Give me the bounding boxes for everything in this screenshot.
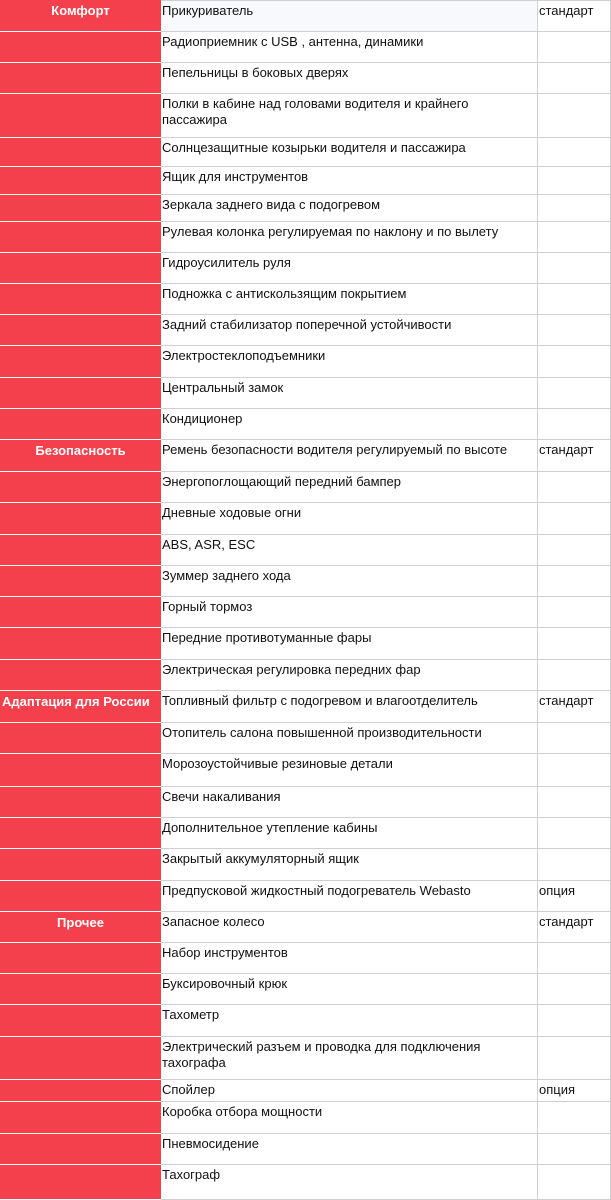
feature-cell bbox=[161, 222, 538, 253]
feature-label: Набор инструментов bbox=[162, 945, 288, 960]
table-row bbox=[0, 566, 611, 597]
category-cell bbox=[0, 63, 161, 94]
feature-label: Предпусковой жидкостный подогреватель Webasto bbox=[162, 883, 471, 898]
value-cell bbox=[538, 943, 611, 974]
feature-cell bbox=[161, 138, 538, 167]
table-row bbox=[0, 660, 611, 691]
value-cell bbox=[538, 222, 611, 253]
table-row bbox=[0, 818, 611, 849]
category-cell bbox=[0, 94, 161, 138]
table-row bbox=[0, 32, 611, 63]
value-cell bbox=[538, 32, 611, 63]
table-row bbox=[0, 346, 611, 378]
value-label: стандарт bbox=[539, 914, 594, 929]
feature-cell bbox=[161, 849, 538, 881]
category-cell bbox=[0, 409, 161, 440]
feature-label: Топливный фильтр с подогревом и влагоотделитель bbox=[162, 693, 478, 708]
feature-label: Ремень безопасности водителя регулируемый по высоте bbox=[162, 442, 508, 457]
feature-label: Коробка отбора мощности bbox=[162, 1104, 323, 1119]
value-label: опция bbox=[539, 883, 576, 898]
value-cell bbox=[538, 597, 611, 628]
category-cell bbox=[0, 222, 161, 253]
feature-cell bbox=[161, 691, 538, 723]
feature-label: Буксировочный крюк bbox=[162, 976, 288, 991]
table-row bbox=[0, 94, 611, 138]
table-row bbox=[0, 503, 611, 535]
category-label: Безопасность bbox=[35, 443, 126, 458]
feature-cell bbox=[161, 1005, 538, 1037]
category-cell bbox=[0, 974, 161, 1005]
category-cell bbox=[0, 32, 161, 63]
feature-label: Гидроусилитель руля bbox=[162, 255, 291, 270]
feature-cell bbox=[161, 440, 538, 472]
feature-cell bbox=[161, 566, 538, 597]
feature-label: Передние противотуманные фары bbox=[162, 630, 372, 645]
feature-cell bbox=[161, 628, 538, 660]
category-cell bbox=[0, 787, 161, 818]
feature-label: Зеркала заднего вида с подогревом bbox=[162, 197, 381, 212]
feature-label: Свечи накаливания bbox=[162, 789, 281, 804]
feature-label: Запасное колесо bbox=[162, 914, 265, 929]
category-cell bbox=[0, 691, 161, 723]
feature-label: Тахограф bbox=[162, 1167, 221, 1182]
value-cell bbox=[538, 912, 611, 943]
table-row bbox=[0, 167, 611, 195]
category-cell bbox=[0, 943, 161, 974]
value-cell bbox=[538, 566, 611, 597]
feature-label: Морозоустойчивые резиновые детали bbox=[162, 756, 393, 771]
category-cell bbox=[0, 503, 161, 535]
category-cell bbox=[0, 1005, 161, 1037]
category-cell bbox=[0, 315, 161, 346]
value-label: стандарт bbox=[539, 3, 594, 18]
value-cell bbox=[538, 849, 611, 881]
feature-label: Рулевая колонка регулируемая по наклону и по вылету bbox=[162, 224, 499, 239]
value-label: опция bbox=[539, 1082, 576, 1097]
feature-cell bbox=[161, 32, 538, 63]
category-cell bbox=[0, 472, 161, 503]
table-row bbox=[0, 409, 611, 440]
value-cell bbox=[538, 503, 611, 535]
value-cell bbox=[538, 628, 611, 660]
feature-label: Радиоприемник с USB , антенна, динамики bbox=[162, 34, 424, 49]
feature-label: Энергопоглощающий передний бампер bbox=[162, 474, 402, 489]
table-row bbox=[0, 754, 611, 787]
feature-cell bbox=[161, 723, 538, 754]
table-row bbox=[0, 253, 611, 284]
value-cell bbox=[538, 63, 611, 94]
value-cell bbox=[538, 253, 611, 284]
feature-label: Электростеклоподъемники bbox=[162, 348, 326, 363]
feature-label: Горный тормоз bbox=[162, 599, 253, 614]
category-cell bbox=[0, 849, 161, 881]
feature-label: Задний стабилизатор поперечной устойчивости bbox=[162, 317, 452, 332]
feature-cell bbox=[161, 315, 538, 346]
value-cell bbox=[538, 754, 611, 787]
category-cell bbox=[0, 535, 161, 566]
feature-cell bbox=[161, 0, 538, 32]
table-row bbox=[0, 378, 611, 409]
feature-cell bbox=[161, 597, 538, 628]
feature-label: ABS, ASR, ESC bbox=[162, 537, 256, 552]
feature-label: Закрытый аккумуляторный ящик bbox=[162, 851, 359, 866]
category-cell bbox=[0, 0, 161, 32]
table-row bbox=[0, 974, 611, 1005]
value-cell bbox=[538, 1080, 611, 1102]
value-cell bbox=[538, 315, 611, 346]
category-cell bbox=[0, 754, 161, 787]
value-cell bbox=[538, 472, 611, 503]
feature-label: Центральный замок bbox=[162, 380, 284, 395]
table-row bbox=[0, 628, 611, 660]
value-cell bbox=[538, 974, 611, 1005]
table-row bbox=[0, 472, 611, 503]
feature-cell bbox=[161, 284, 538, 315]
feature-cell bbox=[161, 660, 538, 691]
feature-cell bbox=[161, 943, 538, 974]
category-cell bbox=[0, 1080, 161, 1102]
category-cell bbox=[0, 723, 161, 754]
category-cell bbox=[0, 440, 161, 472]
feature-cell bbox=[161, 912, 538, 943]
table-row bbox=[0, 597, 611, 628]
table-row bbox=[0, 315, 611, 346]
table-row bbox=[0, 0, 611, 32]
feature-cell bbox=[161, 63, 538, 94]
feature-label: Пепельницы в боковых дверях bbox=[162, 65, 349, 80]
category-cell bbox=[0, 1102, 161, 1134]
category-cell bbox=[0, 253, 161, 284]
value-label: стандарт bbox=[539, 693, 594, 708]
value-cell bbox=[538, 1134, 611, 1165]
feature-label: Подножка с антискользящим покрытием bbox=[162, 286, 407, 301]
feature-cell bbox=[161, 754, 538, 787]
feature-cell bbox=[161, 94, 538, 138]
table-row bbox=[0, 787, 611, 818]
value-cell bbox=[538, 818, 611, 849]
feature-label: Кондиционер bbox=[162, 411, 243, 426]
category-label: Комфорт bbox=[51, 3, 110, 18]
feature-label: Электрическая регулировка передних фар bbox=[162, 662, 421, 677]
feature-cell bbox=[161, 253, 538, 284]
feature-cell bbox=[161, 1102, 538, 1134]
value-cell bbox=[538, 138, 611, 167]
feature-label: Электрический разъем и проводка для подключения тахографа bbox=[162, 1039, 481, 1070]
value-cell bbox=[538, 1165, 611, 1200]
category-cell bbox=[0, 912, 161, 943]
table-row bbox=[0, 849, 611, 881]
feature-label: Полки в кабине над головами водителя и крайнего пассажира bbox=[162, 96, 469, 127]
feature-cell bbox=[161, 346, 538, 378]
feature-label: Спойлер bbox=[162, 1082, 215, 1097]
table-row bbox=[0, 1080, 611, 1102]
feature-cell bbox=[161, 1080, 538, 1102]
table-row bbox=[0, 912, 611, 943]
value-cell bbox=[538, 723, 611, 754]
category-cell bbox=[0, 346, 161, 378]
category-cell bbox=[0, 284, 161, 315]
feature-cell bbox=[161, 974, 538, 1005]
feature-label: Ящик для инструментов bbox=[162, 169, 309, 184]
table-row bbox=[0, 1165, 611, 1200]
feature-cell bbox=[161, 1165, 538, 1200]
feature-label: Дневные ходовые огни bbox=[162, 505, 302, 520]
value-cell bbox=[538, 787, 611, 818]
value-cell bbox=[538, 284, 611, 315]
feature-cell bbox=[161, 787, 538, 818]
feature-cell bbox=[161, 167, 538, 195]
feature-label: Отопитель салона повышенной производительности bbox=[162, 725, 482, 740]
table-row bbox=[0, 195, 611, 222]
feature-cell bbox=[161, 1037, 538, 1080]
table-row bbox=[0, 284, 611, 315]
table-row bbox=[0, 881, 611, 912]
category-cell bbox=[0, 566, 161, 597]
value-cell bbox=[538, 691, 611, 723]
table-row bbox=[0, 691, 611, 723]
category-cell bbox=[0, 138, 161, 167]
value-cell bbox=[538, 440, 611, 472]
feature-label: Тахометр bbox=[162, 1007, 220, 1022]
category-cell bbox=[0, 597, 161, 628]
value-cell bbox=[538, 94, 611, 138]
table-row bbox=[0, 1134, 611, 1165]
table-row bbox=[0, 1102, 611, 1134]
category-cell bbox=[0, 1134, 161, 1165]
value-cell bbox=[538, 0, 611, 32]
table-row bbox=[0, 63, 611, 94]
value-cell bbox=[538, 535, 611, 566]
table-row bbox=[0, 440, 611, 472]
category-cell bbox=[0, 1165, 161, 1200]
table-row bbox=[0, 943, 611, 974]
category-label: Адаптация для России bbox=[2, 694, 150, 709]
category-label: Прочее bbox=[57, 915, 104, 930]
feature-label: Зуммер заднего хода bbox=[162, 568, 291, 583]
feature-cell bbox=[161, 818, 538, 849]
feature-cell bbox=[161, 409, 538, 440]
category-cell bbox=[0, 660, 161, 691]
feature-cell bbox=[161, 1134, 538, 1165]
table-row bbox=[0, 1005, 611, 1037]
feature-cell bbox=[161, 535, 538, 566]
value-cell bbox=[538, 881, 611, 912]
value-cell bbox=[538, 378, 611, 409]
table-row bbox=[0, 723, 611, 754]
feature-label: Прикуриватель bbox=[162, 3, 254, 18]
feature-label: Пневмосидение bbox=[162, 1136, 259, 1151]
category-cell bbox=[0, 818, 161, 849]
feature-cell bbox=[161, 881, 538, 912]
category-cell bbox=[0, 378, 161, 409]
feature-cell bbox=[161, 195, 538, 222]
value-cell bbox=[538, 195, 611, 222]
value-cell bbox=[538, 1037, 611, 1080]
feature-cell bbox=[161, 503, 538, 535]
value-cell bbox=[538, 167, 611, 195]
feature-cell bbox=[161, 472, 538, 503]
table-row bbox=[0, 1037, 611, 1080]
value-cell bbox=[538, 660, 611, 691]
category-cell bbox=[0, 881, 161, 912]
category-cell bbox=[0, 1037, 161, 1080]
feature-cell bbox=[161, 378, 538, 409]
category-cell bbox=[0, 195, 161, 222]
feature-label: Солнцезащитные козырьки водителя и пассажира bbox=[162, 140, 466, 155]
category-cell bbox=[0, 167, 161, 195]
table-row bbox=[0, 535, 611, 566]
value-cell bbox=[538, 1102, 611, 1134]
table-row bbox=[0, 222, 611, 253]
value-cell bbox=[538, 346, 611, 378]
table-row bbox=[0, 138, 611, 167]
feature-label: Дополнительное утепление кабины bbox=[162, 820, 378, 835]
value-label: стандарт bbox=[539, 442, 594, 457]
value-cell bbox=[538, 1005, 611, 1037]
category-cell bbox=[0, 628, 161, 660]
value-cell bbox=[538, 409, 611, 440]
